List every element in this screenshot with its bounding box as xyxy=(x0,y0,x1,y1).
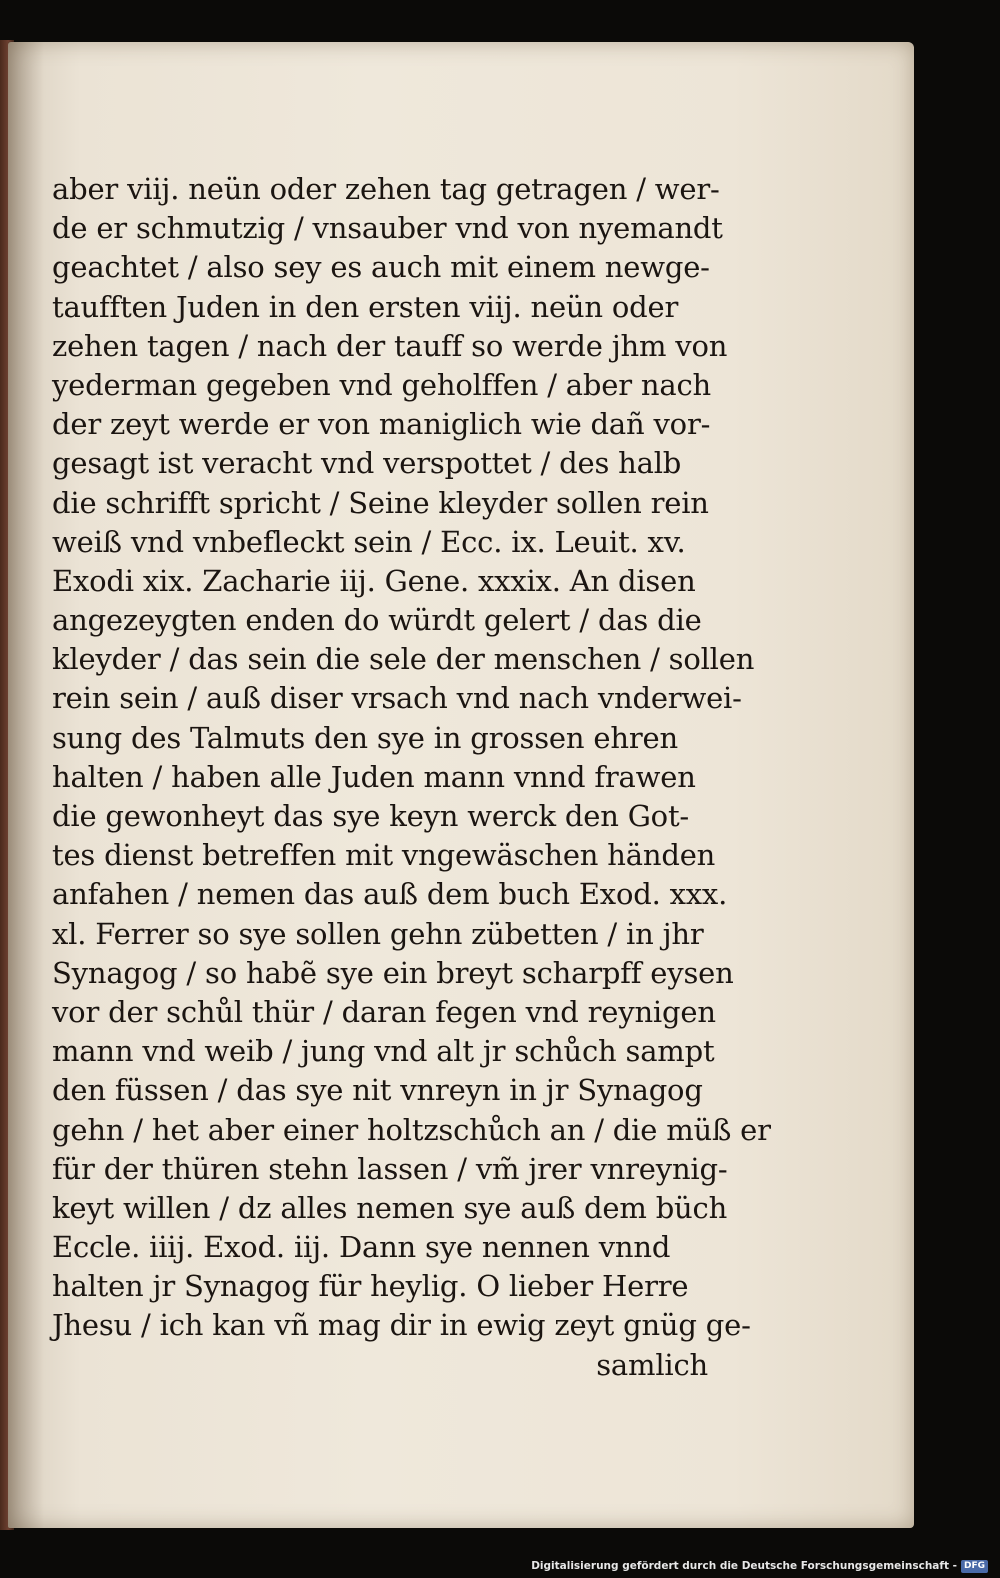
text-line: de er schmutzig / vnsauber vnd von nyemandt xyxy=(52,211,723,246)
text-line: angezeygten enden do würdt gelert / das die xyxy=(52,603,702,638)
text-line: Exodi xix. Zacharie iij. Gene. xxxix. An disen xyxy=(52,563,696,598)
text-line: Jhesu / ich kan vñ mag dir in ewig zeyt gnüg ge- xyxy=(52,1308,751,1343)
text-line: den füssen / das sye nit vnreyn in jr Synagog xyxy=(52,1073,703,1108)
text-line: mann vnd weib / jung vnd alt jr schůch sampt xyxy=(52,1034,715,1069)
text-line: xl. Ferrer so sye sollen gehn zübetten / in jhr xyxy=(52,916,704,951)
text-line: sung des Talmuts den sye in grossen ehren xyxy=(52,720,678,755)
text-line: geachtet / also sey es auch mit einem newge- xyxy=(52,250,710,285)
book-page xyxy=(8,42,914,1528)
text-line: kleyder / das sein die sele der menschen / sollen xyxy=(52,642,755,677)
text-line: halten jr Synagog für heylig. O lieber Herre xyxy=(52,1269,689,1304)
text-line: gehn / het aber einer holtzschůch an / die müß er xyxy=(52,1112,771,1147)
text-line: halten / haben alle Juden mann vnnd frawen xyxy=(52,759,696,794)
text-line: Eccle. iiij. Exod. iij. Dann sye nennen vnnd xyxy=(52,1230,671,1265)
digitization-credit xyxy=(531,1558,988,1574)
text-line: für der thüren stehn lassen / vm̃ jrer vnreynig- xyxy=(52,1151,728,1186)
text-line: anfahen / nemen das auß dem buch Exod. xxx. xyxy=(52,877,728,912)
text-line: die gewonheyt das sye keyn werck den Got- xyxy=(52,799,689,833)
dfg-logo-icon: DFG xyxy=(961,1560,988,1573)
page-text xyxy=(52,170,771,1385)
text-line: rein sein / auß diser vrsach vnd nach vnderwei- xyxy=(52,681,742,716)
text-line: keyt willen / dz alles nemen sye auß dem büch xyxy=(52,1190,728,1225)
text-line: Synagog / so habẽ sye ein breyt scharpff eysen xyxy=(52,955,734,990)
text-line: die schrifft spricht / Seine kleyder sollen rein xyxy=(52,485,709,520)
text-line: der zeyt werde er von maniglich wie dañ vor- xyxy=(52,407,711,442)
text-line: yederman gegeben vnd geholffen / aber nach xyxy=(52,367,711,402)
credit-text: Digitalisierung gefördert durch die Deutsche Forschungsgemeinschaft - xyxy=(531,1560,957,1572)
catchword: samlich xyxy=(596,1347,708,1382)
text-line: vor der schůl thür / daran fegen vnd reynigen xyxy=(52,994,716,1029)
text-line: gesagt ist veracht vnd verspottet / des halb xyxy=(52,446,682,481)
text-line: taufften Juden in den ersten viij. neün oder xyxy=(52,289,679,324)
text-line: aber viij. neün oder zehen tag getragen / wer- xyxy=(52,172,720,206)
text-line: weiß vnd vnbefleckt sein / Ecc. ix. Leuit. xv. xyxy=(52,524,686,559)
text-line: tes dienst betreffen mit vngewäschen händen xyxy=(52,838,716,873)
text-line: zehen tagen / nach der tauff so werde jhm von xyxy=(52,328,728,363)
